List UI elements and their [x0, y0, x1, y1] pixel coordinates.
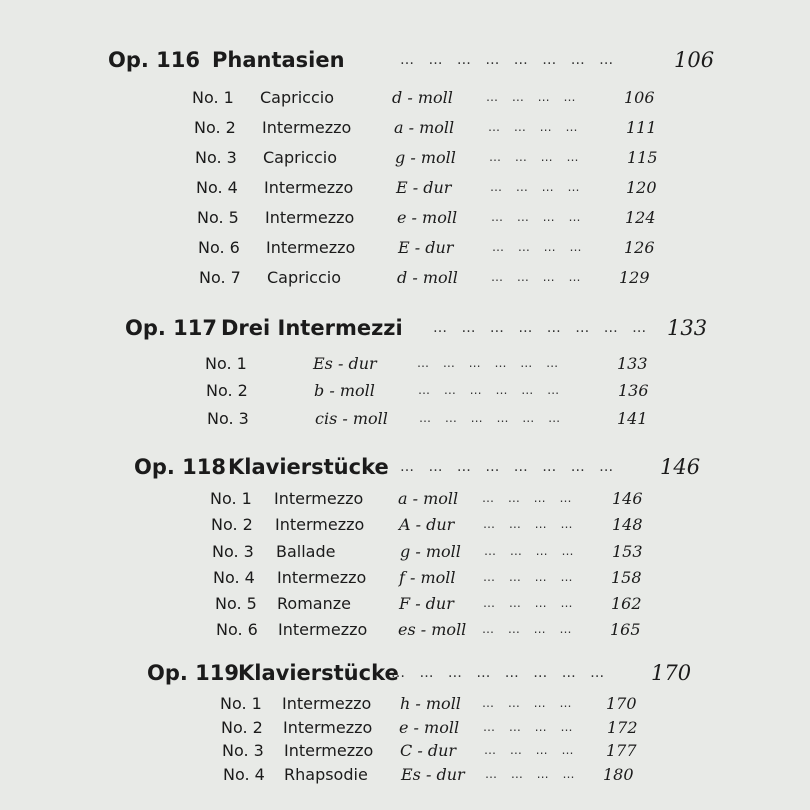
piece-title: Intermezzo [262, 118, 352, 137]
section-heading [108, 48, 715, 78]
page-number: 180 [603, 765, 634, 784]
piece-key: F - dur [399, 594, 454, 613]
dot-leader: … … … … [491, 210, 586, 224]
piece-key: cis - moll [315, 409, 388, 428]
piece-key: b - moll [314, 381, 375, 400]
page-number: 133 [617, 354, 648, 373]
dot-leader: … … … … [483, 570, 578, 584]
piece-number: No. 1 [210, 489, 252, 508]
piece-key: Es - dur [401, 765, 465, 784]
piece-key: d - moll [392, 88, 453, 107]
page-number: 162 [611, 594, 642, 613]
piece-title: Capriccio [263, 148, 337, 167]
page-number: 129 [619, 268, 650, 287]
list-item [213, 568, 663, 592]
piece-number: No. 1 [205, 354, 247, 373]
page-number: 148 [612, 515, 643, 534]
piece-title: Intermezzo [274, 489, 364, 508]
piece-number: No. 5 [197, 208, 239, 227]
piece-number: No. 4 [196, 178, 238, 197]
list-item [211, 515, 661, 539]
page-number: 124 [625, 208, 656, 227]
page-number: 136 [618, 381, 649, 400]
section-heading [125, 316, 708, 346]
piece-number: No. 2 [194, 118, 236, 137]
piece-key: E - dur [398, 238, 454, 257]
page-number: 115 [627, 148, 658, 167]
page-number: 146 [612, 489, 643, 508]
piece-number: No. 2 [206, 381, 248, 400]
dot-leader: … … … … … … … … [400, 459, 619, 475]
dot-leader: … … … … [483, 720, 578, 734]
piece-key: e - moll [397, 208, 458, 227]
list-item [199, 268, 669, 292]
dot-leader: … … … … … … [419, 411, 566, 425]
page-number: 153 [612, 542, 643, 561]
piece-number: No. 3 [222, 741, 264, 760]
list-item [215, 594, 665, 618]
piece-title: Intermezzo [283, 718, 373, 737]
piece-key: g - moll [400, 542, 461, 561]
section-title: Klavierstücke [238, 661, 399, 685]
page-number: 146 [660, 455, 701, 479]
piece-title: Intermezzo [275, 515, 365, 534]
piece-title: Romanze [277, 594, 351, 613]
dot-leader: … … … … [486, 90, 581, 104]
list-item [222, 741, 652, 765]
list-item [221, 718, 651, 742]
piece-number: No. 3 [195, 148, 237, 167]
dot-leader: … … … … [482, 696, 577, 710]
piece-number: No. 3 [207, 409, 249, 428]
piece-key: a - moll [398, 489, 459, 508]
piece-key: d - moll [397, 268, 458, 287]
dot-leader: … … … … … … … … [433, 320, 652, 336]
dot-leader: … … … … [492, 240, 587, 254]
page-number: 120 [626, 178, 657, 197]
piece-number: No. 7 [199, 268, 241, 287]
dot-leader: … … … … [485, 767, 580, 781]
piece-number: No. 6 [198, 238, 240, 257]
piece-number: No. 1 [192, 88, 234, 107]
piece-title: Capriccio [267, 268, 341, 287]
list-item [198, 238, 668, 262]
piece-title: Intermezzo [265, 208, 355, 227]
piece-number: No. 3 [212, 542, 254, 561]
page-number: 111 [626, 118, 657, 137]
opus-number: Op. 116 [108, 48, 201, 72]
list-item [206, 381, 656, 405]
piece-key: E - dur [396, 178, 452, 197]
dot-leader: … … … … [482, 622, 577, 636]
section-heading [134, 455, 700, 485]
dot-leader: … … … … [484, 743, 579, 757]
page-number: 106 [624, 88, 655, 107]
list-item [196, 178, 666, 202]
piece-number: No. 4 [213, 568, 255, 587]
piece-key: e - moll [399, 718, 460, 737]
list-item [195, 148, 665, 172]
list-item [210, 489, 660, 513]
piece-key: es - moll [398, 620, 467, 639]
page-number: 106 [674, 48, 715, 72]
piece-number: No. 6 [216, 620, 258, 639]
piece-title: Intermezzo [278, 620, 368, 639]
piece-title: Intermezzo [277, 568, 367, 587]
piece-title: Capriccio [260, 88, 334, 107]
piece-title: Intermezzo [282, 694, 372, 713]
piece-key: C - dur [400, 741, 457, 760]
dot-leader: … … … … [489, 150, 584, 164]
page-number: 141 [617, 409, 648, 428]
page-number: 170 [651, 661, 692, 685]
dot-leader: … … … … [490, 180, 585, 194]
piece-key: A - dur [399, 515, 455, 534]
dot-leader: … … … … [483, 517, 578, 531]
piece-number: No. 1 [220, 694, 262, 713]
piece-title: Intermezzo [284, 741, 374, 760]
dot-leader: … … … … [488, 120, 583, 134]
dot-leader: … … … … [482, 491, 577, 505]
section-title: Drei Intermezzi [221, 316, 403, 340]
list-item [216, 620, 666, 644]
section-title: Phantasien [212, 48, 345, 72]
list-item [205, 354, 655, 378]
list-item [197, 208, 667, 232]
opus-number: Op. 118 [134, 455, 227, 479]
page-number: 165 [610, 620, 641, 639]
piece-number: No. 5 [215, 594, 257, 613]
dot-leader: … … … … … … [417, 356, 564, 370]
opus-number: Op. 119 [147, 661, 240, 685]
dot-leader: … … … … … … … … [400, 52, 619, 68]
list-item [212, 542, 662, 566]
dot-leader: … … … … [491, 270, 586, 284]
list-item [207, 409, 657, 433]
section-title: Klavierstücke [228, 455, 389, 479]
opus-number: Op. 117 [125, 316, 218, 340]
piece-number: No. 2 [221, 718, 263, 737]
piece-key: a - moll [394, 118, 455, 137]
piece-number: No. 4 [223, 765, 265, 784]
page-number: 172 [607, 718, 638, 737]
list-item [194, 118, 664, 142]
dot-leader: … … … … [484, 544, 579, 558]
piece-title: Rhapsodie [284, 765, 368, 784]
piece-title: Intermezzo [266, 238, 356, 257]
dot-leader: … … … … [483, 596, 578, 610]
page-number: 126 [624, 238, 655, 257]
piece-number: No. 2 [211, 515, 253, 534]
page-number: 170 [606, 694, 637, 713]
piece-key: Es - dur [313, 354, 377, 373]
page-number: 177 [606, 741, 637, 760]
page-number: 133 [667, 316, 708, 340]
piece-key: h - moll [400, 694, 461, 713]
page-number: 158 [611, 568, 642, 587]
list-item [220, 694, 650, 718]
piece-key: g - moll [395, 148, 456, 167]
piece-title: Ballade [276, 542, 336, 561]
piece-title: Intermezzo [264, 178, 354, 197]
list-item [223, 765, 653, 789]
dot-leader: … … … … … … … … [391, 665, 610, 681]
section-heading [147, 661, 692, 691]
dot-leader: … … … … … … [418, 383, 565, 397]
piece-key: f - moll [399, 568, 456, 587]
list-item [192, 88, 662, 112]
